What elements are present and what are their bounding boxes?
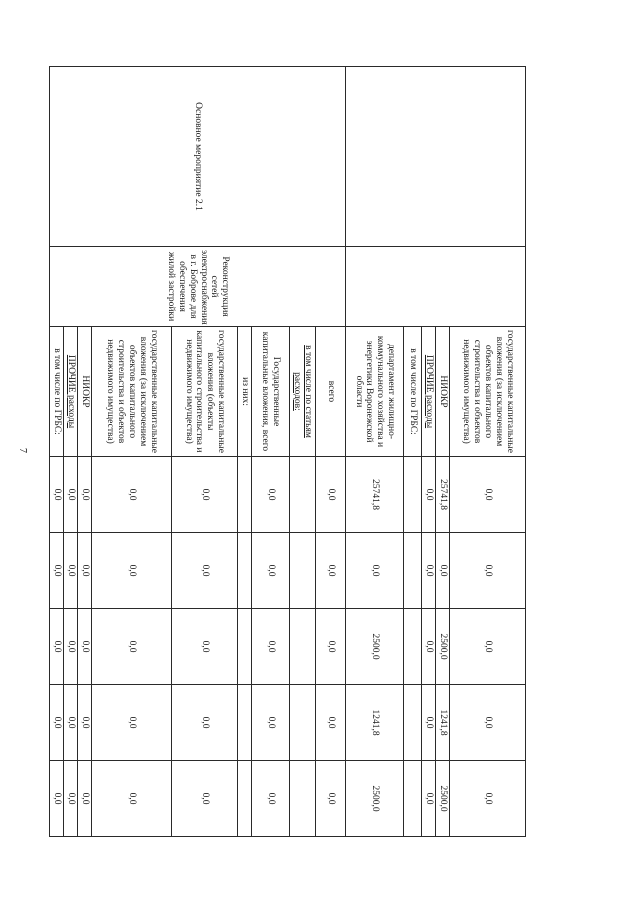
value-cell xyxy=(238,457,252,533)
value-cell: 0,0 xyxy=(50,533,64,609)
row-label: государственные капитальные вложения (за исключением объектов капитального строительства и объектов недвижимого имущества) xyxy=(450,327,526,457)
row-label: департамент жилищно-коммунального хозяйства и энергетики Воронежской области xyxy=(346,327,404,457)
value-cell: 0,0 xyxy=(64,761,78,837)
value-cell: 0,0 xyxy=(92,457,172,533)
value-cell: 0,0 xyxy=(316,761,346,837)
value-cell: 0,0 xyxy=(50,685,64,761)
row-label: государственные капитальные вложения (объекты капитального строительства и недвижимого имущества) xyxy=(172,327,238,457)
value-cell: 0,0 xyxy=(316,533,346,609)
value-cell xyxy=(238,761,252,837)
value-cell: 0,0 xyxy=(78,457,92,533)
value-cell: 0,0 xyxy=(92,685,172,761)
value-cell: 0,0 xyxy=(172,761,238,837)
value-cell: 0,0 xyxy=(252,609,290,685)
row-label: ПРОЧИЕ расходы xyxy=(64,327,78,457)
measure-type-cell-empty xyxy=(346,67,526,247)
value-cell: 25741,8 xyxy=(346,457,404,533)
value-cell: 0,0 xyxy=(422,533,436,609)
value-cell: 0,0 xyxy=(50,457,64,533)
value-cell: 0,0 xyxy=(172,457,238,533)
value-cell: 0,0 xyxy=(252,685,290,761)
value-cell: 0,0 xyxy=(78,533,92,609)
value-cell: 1241,8 xyxy=(346,685,404,761)
value-cell: 2500,0 xyxy=(346,609,404,685)
table-row xyxy=(450,67,526,837)
row-label: НИОКР xyxy=(78,327,92,457)
budget-table xyxy=(49,66,526,837)
value-cell xyxy=(290,457,316,533)
value-cell: 0,0 xyxy=(346,533,404,609)
value-cell xyxy=(404,761,422,837)
measure-type-cell: Основное мероприятие 2.1 xyxy=(50,67,346,247)
row-label: ПРОЧИЕ расходы xyxy=(422,327,436,457)
value-cell xyxy=(404,457,422,533)
value-cell: 2500,0 xyxy=(436,761,450,837)
row-label: НИОКР xyxy=(436,327,450,457)
value-cell: 0,0 xyxy=(450,761,526,837)
row-label: в том числе по ГРБС: xyxy=(404,327,422,457)
value-cell: 0,0 xyxy=(422,761,436,837)
value-cell xyxy=(290,609,316,685)
value-cell: 0,0 xyxy=(172,533,238,609)
value-cell: 0,0 xyxy=(50,609,64,685)
value-cell: 0,0 xyxy=(78,609,92,685)
value-cell: 0,0 xyxy=(436,533,450,609)
value-cell: 0,0 xyxy=(252,533,290,609)
value-cell: 2500,0 xyxy=(346,761,404,837)
value-cell: 0,0 xyxy=(422,609,436,685)
row-label: из них: xyxy=(238,327,252,457)
value-cell: 0,0 xyxy=(422,457,436,533)
value-cell: 0,0 xyxy=(78,761,92,837)
value-cell: 25741,8 xyxy=(436,457,450,533)
value-cell: 0,0 xyxy=(92,609,172,685)
value-cell: 0,0 xyxy=(92,533,172,609)
value-cell: 0,0 xyxy=(64,609,78,685)
value-cell: 2500,0 xyxy=(436,609,450,685)
measure-name-cell-empty xyxy=(346,247,526,327)
value-cell: 0,0 xyxy=(450,609,526,685)
value-cell xyxy=(290,685,316,761)
rotated-table-wrapper xyxy=(52,66,526,836)
value-cell: 0,0 xyxy=(450,685,526,761)
value-cell xyxy=(404,609,422,685)
value-cell: 0,0 xyxy=(78,685,92,761)
value-cell: 0,0 xyxy=(50,761,64,837)
value-cell: 0,0 xyxy=(450,533,526,609)
value-cell: 0,0 xyxy=(252,761,290,837)
value-cell: 0,0 xyxy=(64,533,78,609)
page-number: 7 xyxy=(17,448,28,453)
value-cell: 1241,8 xyxy=(436,685,450,761)
value-cell: 0,0 xyxy=(92,761,172,837)
row-label: государственные капитальные вложения (за исключением объектов капитального строительства и объектов недвижимого имущества) xyxy=(92,327,172,457)
row-label: в том числе по статьям расходов: xyxy=(290,327,316,457)
value-cell: 0,0 xyxy=(316,457,346,533)
value-cell xyxy=(404,533,422,609)
value-cell: 0,0 xyxy=(172,685,238,761)
value-cell xyxy=(238,609,252,685)
value-cell: 0,0 xyxy=(316,609,346,685)
value-cell xyxy=(238,685,252,761)
value-cell: 0,0 xyxy=(450,457,526,533)
value-cell: 0,0 xyxy=(316,685,346,761)
value-cell: 0,0 xyxy=(64,457,78,533)
value-cell xyxy=(238,533,252,609)
measure-name-cell: Реконструкция сетей электроснабжения в г. Боброве для обеспечения жилой застройки xyxy=(50,247,346,327)
table-row xyxy=(316,67,346,837)
value-cell xyxy=(404,685,422,761)
row-label: Государственные капитальные вложения, всего xyxy=(252,327,290,457)
row-label: всего xyxy=(316,327,346,457)
row-label: в том числе по ГРБС: xyxy=(50,327,64,457)
value-cell: 0,0 xyxy=(64,685,78,761)
value-cell: 0,0 xyxy=(422,685,436,761)
value-cell xyxy=(290,761,316,837)
value-cell: 0,0 xyxy=(172,609,238,685)
value-cell: 0,0 xyxy=(252,457,290,533)
value-cell xyxy=(290,533,316,609)
